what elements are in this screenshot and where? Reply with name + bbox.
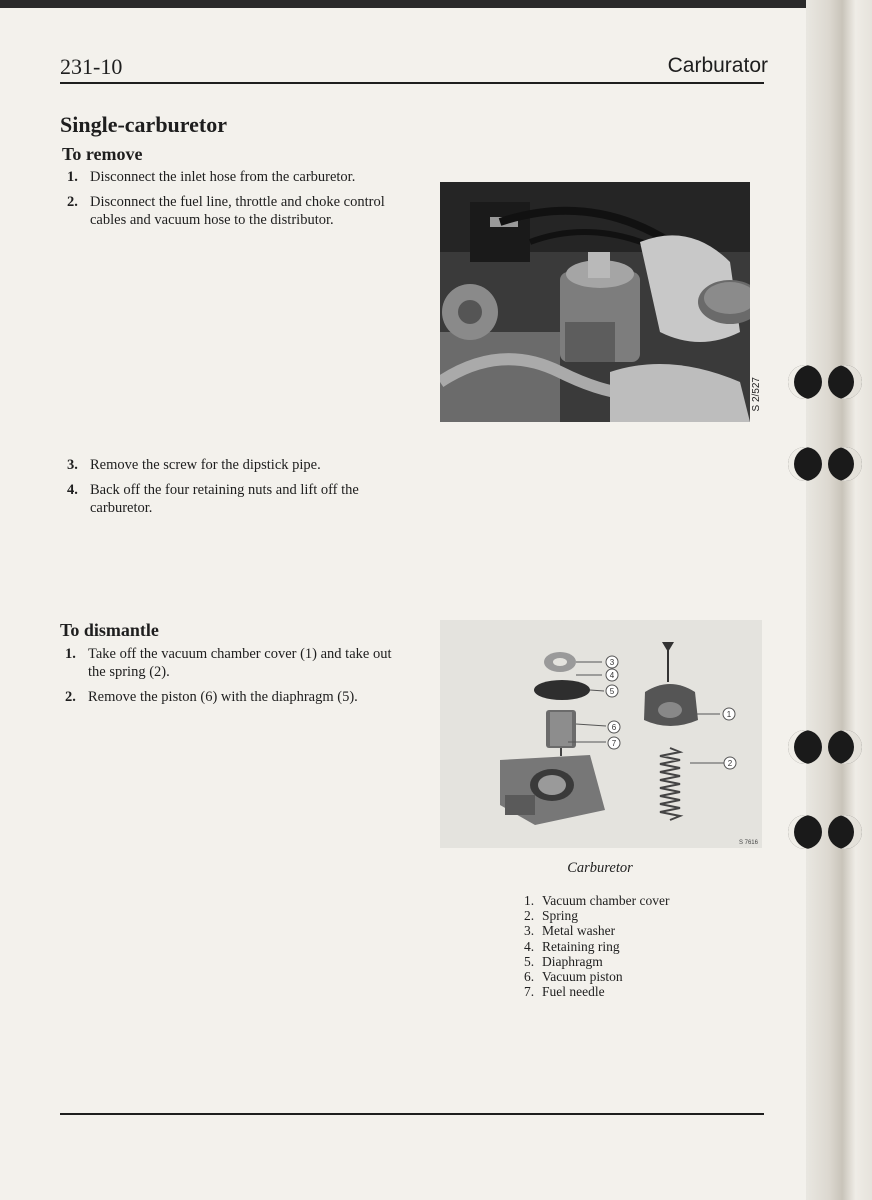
list-item bbox=[524, 939, 669, 954]
list-item bbox=[524, 893, 669, 908]
binder-edge bbox=[806, 0, 872, 1200]
list-item bbox=[60, 481, 394, 517]
remove-steps-list-continued bbox=[60, 456, 394, 524]
legend-number: 5. bbox=[524, 953, 535, 969]
legend-label: Diaphragm bbox=[542, 953, 603, 969]
list-item bbox=[60, 456, 394, 474]
step-number: 4. bbox=[67, 482, 78, 498]
binder-hole bbox=[788, 447, 822, 481]
callout-label: 4 bbox=[609, 671, 615, 680]
legend-label: Metal washer bbox=[542, 923, 616, 939]
legend-label: Vacuum piston bbox=[542, 969, 623, 985]
step-text: Disconnect the inlet hose from the carburetor. bbox=[90, 169, 356, 185]
footer-rule bbox=[60, 1113, 764, 1115]
step-text: Take off the vacuum chamber cover (1) and take out the spring (2). bbox=[88, 646, 392, 680]
list-item bbox=[524, 923, 669, 938]
dismantle-heading: To dismantle bbox=[60, 620, 159, 640]
step-number: 2. bbox=[65, 689, 76, 705]
list-item bbox=[58, 688, 394, 706]
list-item bbox=[58, 645, 394, 681]
main-heading: Single-carburetor bbox=[60, 112, 228, 137]
figure-caption: Carburetor bbox=[567, 860, 633, 876]
engine-carburetor-photo bbox=[440, 182, 762, 422]
callout-label: 3 bbox=[609, 658, 615, 667]
carburetor-parts-photo bbox=[440, 620, 762, 848]
step-text: Remove the screw for the dipstick pipe. bbox=[90, 457, 321, 473]
legend-number: 7. bbox=[524, 984, 535, 1000]
section-title: Carburator bbox=[667, 54, 768, 77]
figure-legend bbox=[524, 893, 669, 999]
callout-label: 2 bbox=[727, 759, 733, 768]
page-top-edge bbox=[0, 0, 872, 8]
legend-number: 2. bbox=[524, 908, 535, 924]
header-rule bbox=[60, 82, 764, 84]
binder-hole bbox=[788, 815, 822, 849]
binder-hole bbox=[828, 447, 862, 481]
step-text: Disconnect the fuel line, throttle and choke control cables and vacuum hose to the distributor. bbox=[90, 194, 385, 228]
list-item bbox=[524, 908, 669, 923]
binder-hole bbox=[828, 815, 862, 849]
callout-label: 5 bbox=[609, 687, 615, 696]
list-item bbox=[60, 168, 394, 186]
list-item bbox=[524, 954, 669, 969]
binder-hole bbox=[788, 365, 822, 399]
legend-label: Retaining ring bbox=[542, 938, 620, 954]
carburetor-parts-photo-icon bbox=[440, 620, 762, 848]
step-text: Back off the four retaining nuts and lift off the carburetor. bbox=[90, 482, 359, 516]
step-number: 2. bbox=[67, 194, 78, 210]
photo-code: S 2/527 bbox=[751, 377, 762, 412]
binder-hole bbox=[828, 730, 862, 764]
legend-label: Vacuum chamber cover bbox=[542, 893, 670, 908]
step-number: 1. bbox=[67, 169, 78, 185]
legend-number: 3. bbox=[524, 923, 535, 939]
callout-label: 7 bbox=[611, 739, 617, 748]
legend-number: 1. bbox=[524, 893, 535, 908]
list-item bbox=[524, 984, 669, 999]
legend-label: Fuel needle bbox=[542, 984, 605, 1000]
step-text: Remove the piston (6) with the diaphragm (5). bbox=[88, 689, 358, 705]
dismantle-steps-list bbox=[58, 645, 394, 713]
legend-number: 4. bbox=[524, 938, 535, 954]
callout-label: 1 bbox=[726, 710, 732, 719]
remove-steps-list bbox=[60, 168, 394, 236]
callout-label: 6 bbox=[611, 723, 617, 732]
legend-number: 6. bbox=[524, 969, 535, 985]
page-number: 231-10 bbox=[60, 54, 123, 79]
engine-carburetor-photo-icon bbox=[440, 182, 762, 422]
step-number: 3. bbox=[67, 457, 78, 473]
remove-heading: To remove bbox=[62, 144, 143, 164]
step-number: 1. bbox=[65, 646, 76, 662]
list-item bbox=[60, 193, 394, 229]
list-item bbox=[524, 969, 669, 984]
binder-hole bbox=[788, 730, 822, 764]
figure-code: S 7616 bbox=[738, 840, 758, 846]
binder-hole bbox=[828, 365, 862, 399]
legend-label: Spring bbox=[542, 908, 579, 924]
